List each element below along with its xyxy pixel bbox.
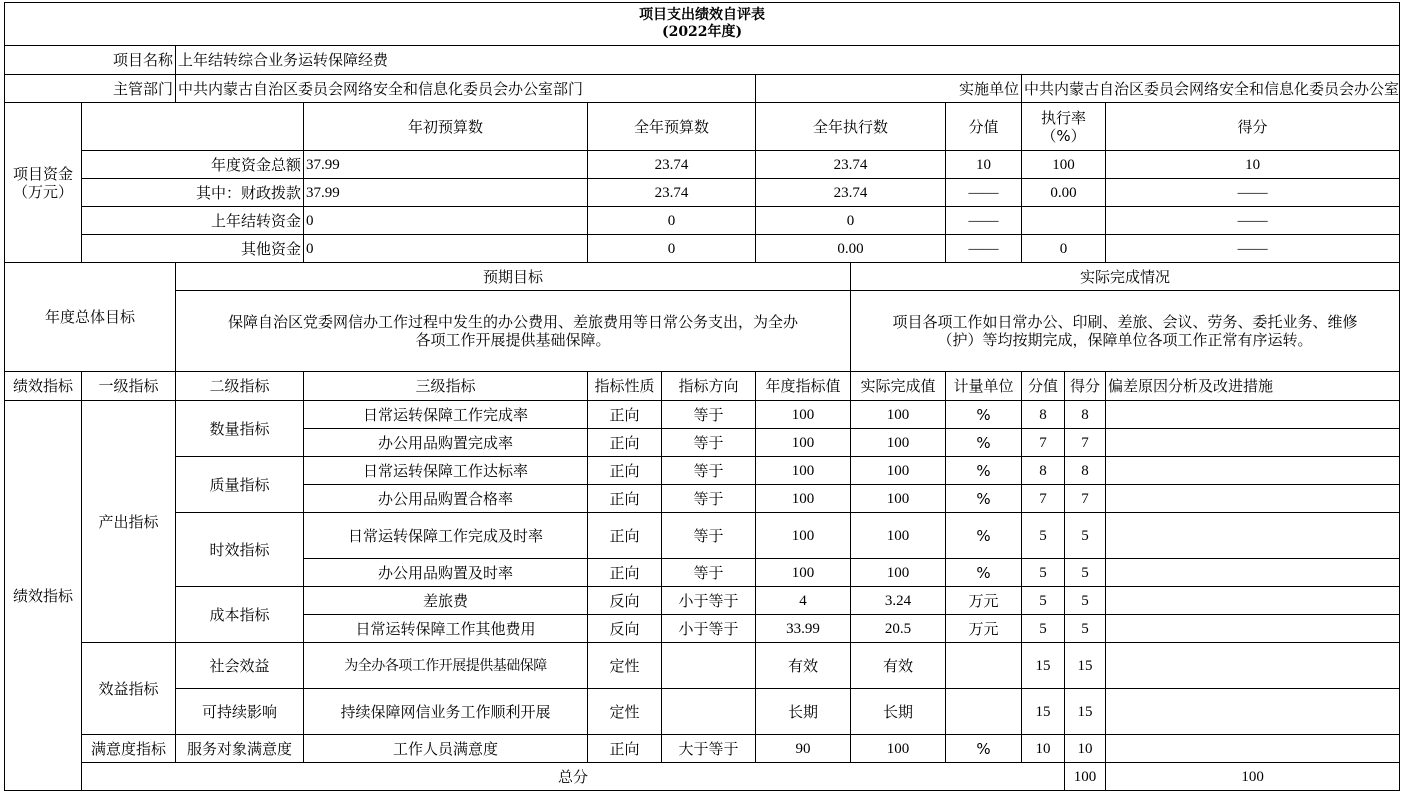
header-nature: 指标性质 [588,372,662,401]
indicator-direction [662,689,756,735]
annual-goal-label: 年度总体目标 [5,263,176,372]
indicator-target: 33.99 [756,615,851,643]
actual-completion-header: 实际完成情况 [851,263,1400,291]
indicator-direction: 等于 [662,485,756,513]
funds-score: —— [1106,235,1400,263]
indicator-actual: 3.24 [851,587,946,615]
dept-label: 主管部门 [5,75,176,103]
header-target: 年度指标值 [756,372,851,401]
header-unit: 计量单位 [946,372,1022,401]
indicator-name: 日常运转保障工作完成及时率 [304,513,588,559]
level2-quantity: 数量指标 [176,401,304,457]
funds-annual: 23.74 [588,179,756,207]
funds-score: 10 [1106,151,1400,179]
indicator-name: 办公用品购置及时率 [304,559,588,587]
indicator-actual: 100 [851,513,946,559]
indicator-unit: % [946,401,1022,429]
indicator-value: 8 [1022,401,1065,429]
indicator-direction: 等于 [662,559,756,587]
indicator-row [5,689,1400,735]
indicator-deviation [1106,615,1400,643]
indicator-nature: 反向 [588,615,662,643]
indicator-score: 7 [1065,429,1106,457]
indicator-score: 5 [1065,615,1106,643]
funds-header-blank [82,103,304,151]
indicator-value: 5 [1022,513,1065,559]
indicator-deviation [1106,735,1400,763]
funds-score-value: —— [946,207,1022,235]
funds-annual: 0 [588,235,756,263]
level1-benefit: 效益指标 [82,643,176,735]
funds-row [5,151,1400,179]
indicator-deviation [1106,429,1400,457]
indicator-name: 工作人员满意度 [304,735,588,763]
indicator-row [5,457,1400,485]
header-level2: 二级指标 [176,372,304,401]
indicator-actual: 100 [851,485,946,513]
indicator-direction [662,643,756,689]
indicator-nature: 定性 [588,689,662,735]
indicator-deviation [1106,457,1400,485]
funds-rate: 0 [1022,235,1106,263]
indicator-direction: 等于 [662,429,756,457]
indicator-score: 8 [1065,457,1106,485]
expected-goal-header: 预期目标 [176,263,851,291]
indicator-unit: % [946,559,1022,587]
indicator-score: 10 [1065,735,1106,763]
title-text: 项目支出绩效自评表 [639,7,766,23]
indicator-value: 5 [1022,615,1065,643]
indicator-name: 日常运转保障工作其他费用 [304,615,588,643]
header-direction: 指标方向 [662,372,756,401]
funds-header-executed: 全年执行数 [756,103,946,151]
indicator-unit: 万元 [946,615,1022,643]
indicator-row [5,643,1400,689]
indicator-name: 日常运转保障工作完成率 [304,401,588,429]
indicator-target: 90 [756,735,851,763]
indicator-actual: 100 [851,559,946,587]
indicator-row [5,401,1400,429]
indicator-score: 5 [1065,513,1106,559]
indicator-row [5,513,1400,559]
indicator-name: 日常运转保障工作达标率 [304,457,588,485]
funds-row-name: 其中：财政拨款 [82,179,304,207]
level2-cost: 成本指标 [176,587,304,643]
level1-satisfaction: 满意度指标 [82,735,176,763]
indicator-direction: 等于 [662,457,756,485]
indicator-nature: 正向 [588,457,662,485]
funds-rate [1022,207,1106,235]
indicator-unit [946,689,1022,735]
indicator-target: 长期 [756,689,851,735]
indicator-unit: % [946,429,1022,457]
impl-value: 中共内蒙古自治区委员会网络安全和信息化委员会办公室 [1022,75,1400,103]
indicator-target: 100 [756,429,851,457]
funds-header-initial: 年初预算数 [304,103,588,151]
indicator-direction: 小于等于 [662,587,756,615]
indicator-header-row [5,372,1400,401]
header-deviation: 偏差原因分析及改进措施 [1106,372,1400,401]
header-level1: 一级指标 [82,372,176,401]
funds-score: —— [1106,207,1400,235]
project-name-label: 项目名称 [5,46,176,75]
header-actual: 实际完成值 [851,372,946,401]
rate-header-line1: 执行率 [1040,108,1086,127]
indicator-target: 有效 [756,643,851,689]
indicator-unit: % [946,457,1022,485]
indicator-name: 办公用品购置合格率 [304,485,588,513]
header-value: 分值 [1022,372,1065,401]
rate-header-line2: （%） [1041,126,1086,145]
dept-value: 中共内蒙古自治区委员会网络安全和信息化委员会办公室部门 [176,75,756,103]
total-label: 总分 [82,763,1065,791]
indicator-target: 100 [756,513,851,559]
indicator-nature: 正向 [588,735,662,763]
indicator-deviation [1106,559,1400,587]
indicator-deviation [1106,513,1400,559]
funds-rate: 0.00 [1022,179,1106,207]
level2-timeliness: 时效指标 [176,513,304,587]
indicator-name: 办公用品购置完成率 [304,429,588,457]
funds-score: —— [1106,179,1400,207]
indicator-value: 5 [1022,587,1065,615]
indicator-name: 持续保障网信业务工作顺利开展 [304,689,588,735]
header-score: 得分 [1065,372,1106,401]
indicator-actual: 有效 [851,643,946,689]
header-category: 绩效指标 [5,372,82,401]
indicator-direction: 小于等于 [662,615,756,643]
funds-header-score: 得分 [1106,103,1400,151]
impl-label: 实施单位 [756,75,1022,103]
funds-header-annual: 全年预算数 [588,103,756,151]
funds-row-name: 上年结转资金 [82,207,304,235]
funds-row-name: 其他资金 [82,235,304,263]
funds-row-name: 年度资金总额 [82,151,304,179]
funds-executed: 0.00 [756,235,946,263]
indicator-unit: % [946,485,1022,513]
indicator-nature: 正向 [588,401,662,429]
indicator-deviation [1106,587,1400,615]
actual-completion-line2: （护）等均按期完成，保障单位各项工作正常有序运转。 [937,331,1313,349]
header-level3: 三级指标 [304,372,588,401]
indicator-deviation [1106,689,1400,735]
indicator-direction: 等于 [662,513,756,559]
funds-row [5,179,1400,207]
performance-self-evaluation-table [4,2,1400,791]
indicator-row [5,587,1400,615]
indicator-actual: 长期 [851,689,946,735]
funds-row [5,235,1400,263]
level2-social-benefit: 社会效益 [176,643,304,689]
expected-goal-line2: 各项工作开展提供基础保障。 [415,331,611,349]
indicator-unit: % [946,513,1022,559]
indicator-deviation [1106,643,1400,689]
funds-annual: 23.74 [588,151,756,179]
funds-label [5,103,82,263]
indicator-direction: 大于等于 [662,735,756,763]
indicator-name: 为全办各项工作开展提供基础保障 [304,643,588,689]
indicator-nature: 反向 [588,587,662,615]
indicator-actual: 100 [851,735,946,763]
indicator-nature: 正向 [588,485,662,513]
indicator-value: 15 [1022,689,1065,735]
funds-score-value: —— [946,235,1022,263]
funds-initial: 37.99 [304,151,588,179]
indicator-target: 100 [756,457,851,485]
indicator-deviation [1106,401,1400,429]
indicator-name: 差旅费 [304,587,588,615]
indicator-score: 5 [1065,559,1106,587]
indicator-nature: 正向 [588,513,662,559]
total-value: 100 [1065,763,1106,791]
funds-score-value: —— [946,179,1022,207]
indicator-value: 7 [1022,429,1065,457]
indicator-actual: 20.5 [851,615,946,643]
indicator-actual: 100 [851,429,946,457]
indicator-target: 100 [756,485,851,513]
indicator-target: 4 [756,587,851,615]
level2-service-satisfaction: 服务对象满意度 [176,735,304,763]
indicator-deviation [1106,485,1400,513]
indicator-value: 7 [1022,485,1065,513]
funds-executed: 0 [756,207,946,235]
category-cell: 绩效指标 [5,401,82,791]
indicator-nature: 正向 [588,559,662,587]
funds-initial: 0 [304,207,588,235]
indicator-nature: 正向 [588,429,662,457]
indicator-value: 8 [1022,457,1065,485]
actual-completion-text [851,291,1400,372]
level1-output: 产出指标 [82,401,176,643]
title-year: (2022年度) [661,24,743,40]
funds-header-score-value: 分值 [946,103,1022,151]
indicator-score: 15 [1065,643,1106,689]
expected-goal-line1: 保障自治区党委网信办工作过程中发生的办公费用、差旅费用等日常公务支出，为全办 [227,313,798,331]
funds-header-rate [1022,103,1106,151]
funds-score-value: 10 [946,151,1022,179]
funds-rate: 100 [1022,151,1106,179]
actual-completion-line1: 项目各项工作如日常办公、印刷、差旅、会议、劳务、委托业务、维修 [892,313,1358,331]
indicator-unit [946,643,1022,689]
indicator-score: 7 [1065,485,1106,513]
indicator-actual: 100 [851,457,946,485]
indicator-score: 5 [1065,587,1106,615]
funds-initial: 37.99 [304,179,588,207]
indicator-score: 8 [1065,401,1106,429]
funds-label-line2: （万元） [12,182,73,201]
table-title [5,3,1400,46]
indicator-row [5,735,1400,763]
level2-sustainability: 可持续影响 [176,689,304,735]
indicator-unit: 万元 [946,587,1022,615]
total-row [5,763,1400,791]
funds-executed: 23.74 [756,151,946,179]
funds-executed: 23.74 [756,179,946,207]
project-name: 上年结转综合业务运转保障经费 [176,46,1400,75]
indicator-target: 100 [756,559,851,587]
indicator-nature: 定性 [588,643,662,689]
indicator-score: 15 [1065,689,1106,735]
expected-goal-text [176,291,851,372]
indicator-value: 5 [1022,559,1065,587]
funds-initial: 0 [304,235,588,263]
level2-quality: 质量指标 [176,457,304,513]
indicator-target: 100 [756,401,851,429]
indicator-direction: 等于 [662,401,756,429]
funds-annual: 0 [588,207,756,235]
indicator-actual: 100 [851,401,946,429]
total-score: 100 [1106,763,1400,791]
funds-row [5,207,1400,235]
indicator-value: 15 [1022,643,1065,689]
funds-label-line1: 项目资金 [12,164,73,183]
indicator-value: 10 [1022,735,1065,763]
indicator-unit: % [946,735,1022,763]
